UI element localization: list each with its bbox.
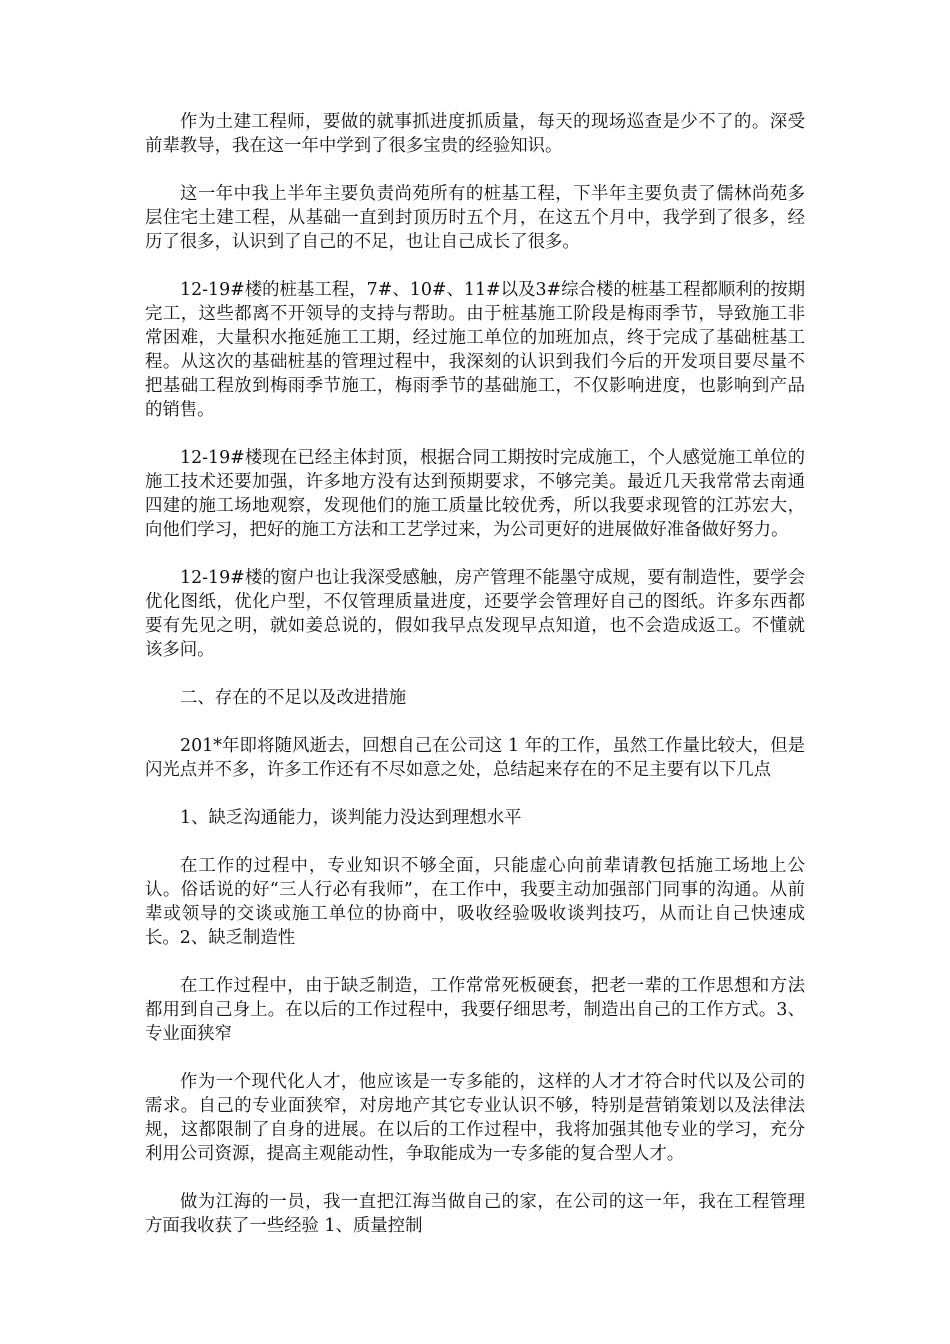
- paragraph-topping-out: 12-19#楼现在已经主体封顶，根据合同工期按时完成施工，个人感觉施工单位的施工技术还要加强，许多地方没有达到预期要求，不够完美。最近几天我常常去南通四建的施工场地观察，发现他们的施工质量比较优秀，所以我要求现管的江苏宏大，向他们学习，把好的施工方法和工艺学过来，为公司更好的进展做好准备做好努力。: [145, 448, 805, 540]
- paragraph-creativity: 在工作过程中，由于缺乏制造，工作常常死板硬套，把老一辈的工作思想和方法都用到自己身上。在以后的工作过程中，我要仔细思考，制造出自己的工作方式。3、专业面狭窄: [145, 976, 805, 1044]
- paragraph-jianghai: 做为江海的一员，我一直把江海当做自己的家，在公司的这一年，我在工程管理方面我收获了一些经验 1、质量控制: [145, 1192, 805, 1236]
- paragraph-shortcomings-intro: 201*年即将随风逝去，回想自己在公司这 1 年的工作，虽然工作量比较大，但是闪光点并不多，许多工作还有不尽如意之处，总结起来存在的不足主要有以下几点: [145, 736, 805, 780]
- paragraph-pile-foundation: 12-19#楼的桩基工程，7#、10#、11#以及3#综合楼的桩基工程都顺利的按期完工，这些都离不开领导的支持与帮助。由于桩基施工阶段是梅雨季节，导致施工非常困难，大量积水拖延施工工期，经过施工单位的加班加点，终于完成了基础桩基工程。从这次的基础桩基的管理过程中，我深刻的认识到我们今后的开发项目要尽量不把基础工程放到梅雨季节施工，梅雨季节的基础施工，不仅影响进度，也影响到产品的销售。: [145, 280, 805, 420]
- subheading-communication: 1、缺乏沟通能力，谈判能力没达到理想水平: [180, 808, 522, 828]
- paragraph-windows: 12-19#楼的窗户也让我深受感触，房产管理不能墨守成规，要有制造性，要学会优化图纸，优化户型，不仅管理质量进度，还要学会管理好自己的图纸。许多东西都要有先见之明，就如姜总说的，假如我早点发现早点知道，也不会造成返工。不懂就该多问。: [145, 568, 805, 660]
- section-heading-shortcomings: 二、存在的不足以及改进措施: [180, 688, 407, 708]
- paragraph-communication: 在工作的过程中，专业知识不够全面，只能虚心向前辈请教包括施工场地上公认。俗话说的好“三人行必有我师”，在工作中，我要主动加强部门同事的沟通。从前辈或领导的交谈或施工单位的协商中，吸收经验吸收谈判技巧，从而让自己快速成长。2、缺乏制造性: [145, 856, 805, 948]
- paragraph-year-summary: 这一年中我上半年主要负责尚苑所有的桩基工程，下半年主要负责了儒林尚苑多层住宅土建工程，从基础一直到封顶历时五个月，在这五个月中，我学到了很多，经历了很多，认识到了自己的不足，也让自己成长了很多。: [145, 184, 805, 252]
- paragraph-specialty: 作为一个现代化人才，他应该是一专多能的，这样的人才才符合时代以及公司的需求。自己的专业面狭窄，对房地产其它专业认识不够，特别是营销策划以及法律法规，这都限制了自身的进展。在以后的工作过程中，我将加强其他专业的学习，充分利用公司资源，提高主观能动性，争取能成为一专多能的复合型人才。: [145, 1072, 805, 1164]
- paragraph-intro: 作为土建工程师，要做的就事抓进度抓质量，每天的现场巡查是少不了的。深受前辈教导，我在这一年中学到了很多宝贵的经验知识。: [145, 112, 805, 156]
- document-body: [145, 110, 805, 1238]
